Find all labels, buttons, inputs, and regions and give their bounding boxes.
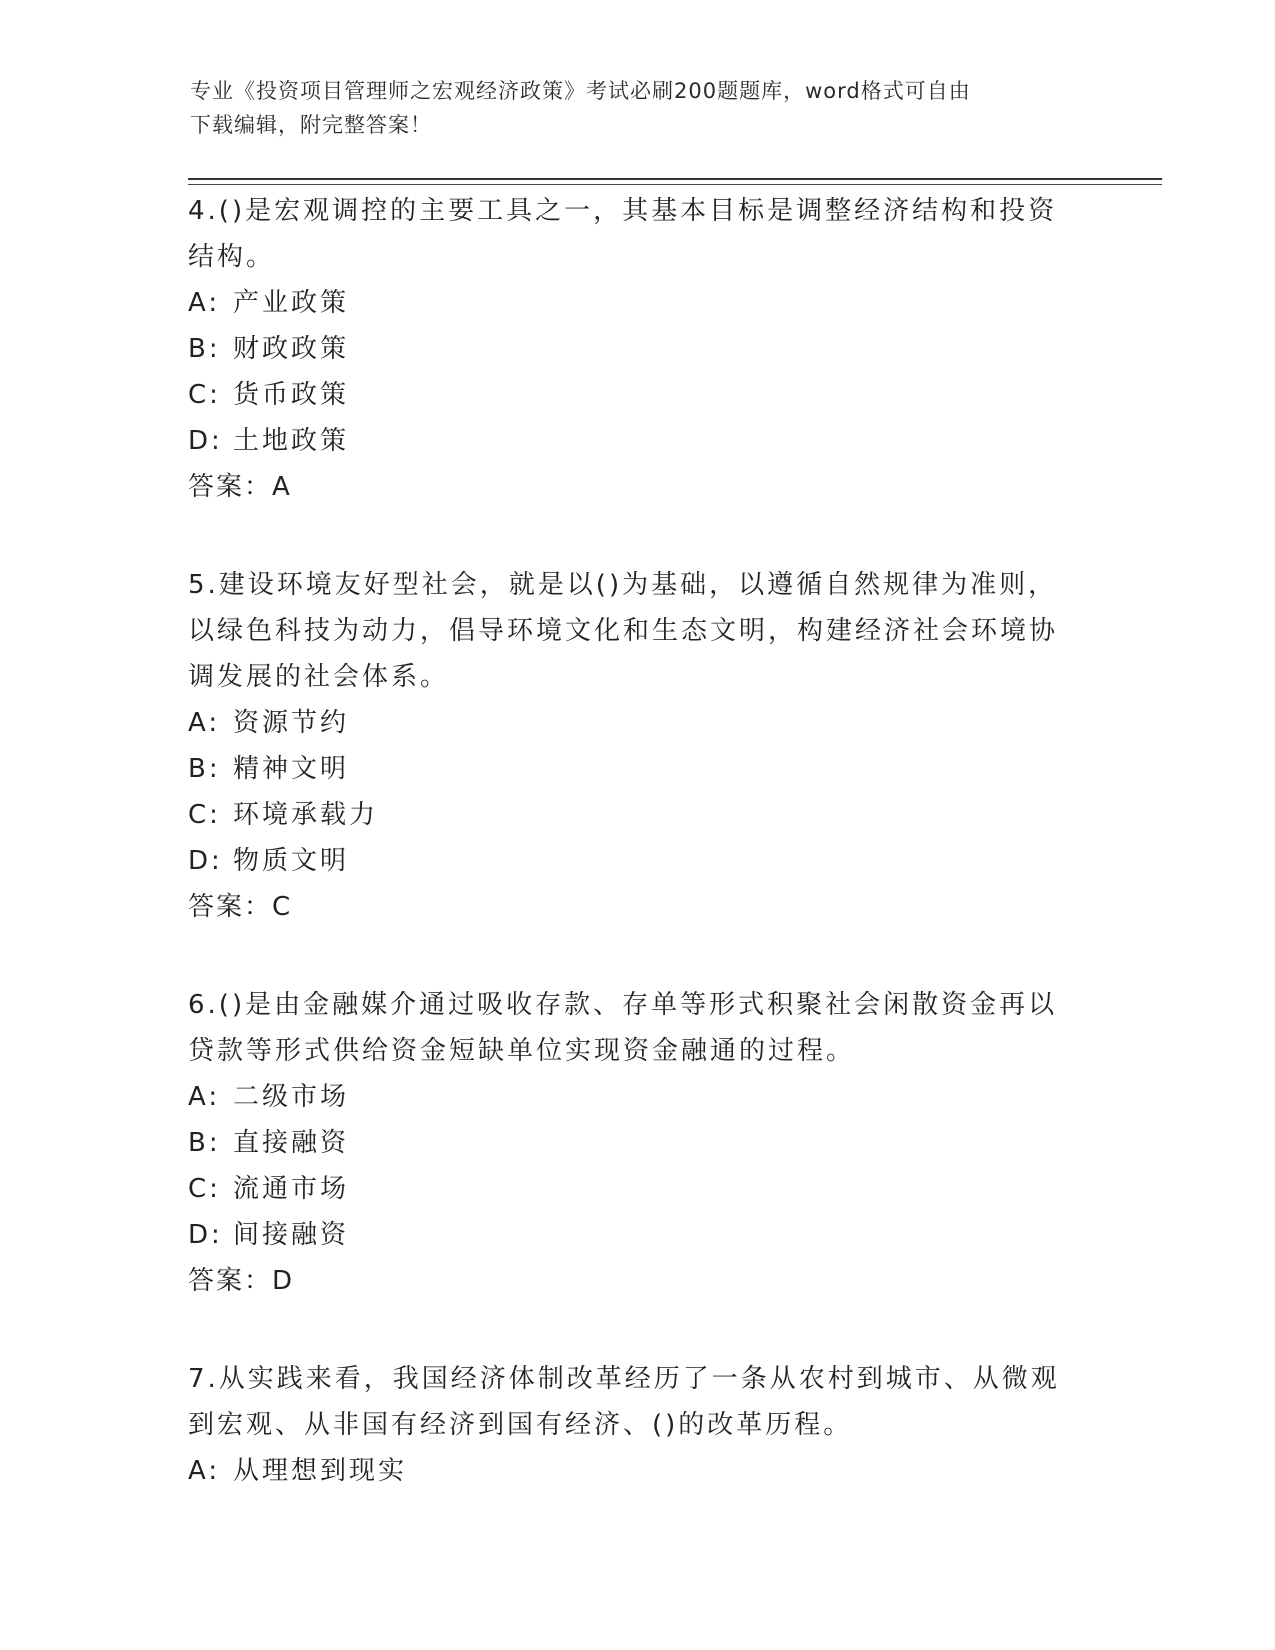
option-text: 间接融资 (233, 1220, 350, 1250)
option-d (188, 418, 1068, 464)
option-key: A: (188, 1082, 221, 1112)
question-6 (188, 982, 1068, 1304)
header-line-2: 下载编辑，附完整答案！ (190, 113, 432, 137)
option-text: 从理想到现实 (233, 1456, 408, 1486)
option-c (188, 1166, 1068, 1212)
option-a (188, 1448, 1068, 1494)
option-text: 二级市场 (233, 1082, 350, 1112)
option-text: 流通市场 (233, 1174, 350, 1204)
option-key: D: (188, 846, 223, 876)
option-d (188, 1212, 1068, 1258)
option-a (188, 1074, 1068, 1120)
option-text: 财政政策 (233, 334, 350, 364)
option-key: C: (188, 1174, 221, 1204)
question-text: 4.()是宏观调控的主要工具之一，其基本目标是调整经济结构和投资结构。 (188, 196, 1058, 272)
question-text: 6.()是由金融媒介通过吸收存款、存单等形式积聚社会闲散资金再以贷款等形式供给资金短缺单位实现资金融通的过程。 (188, 990, 1058, 1066)
option-key: A: (188, 708, 221, 738)
answer-line: 答案：C (188, 892, 293, 922)
header-line-1: 专业《投资项目管理师之宏观经济政策》考试必刷200题题库，word格式可自由 (190, 79, 971, 103)
question-5 (188, 562, 1068, 930)
option-d (188, 838, 1068, 884)
answer-line: 答案：A (188, 472, 292, 502)
option-text: 环境承载力 (233, 800, 379, 830)
option-key: B: (188, 754, 221, 784)
option-a (188, 280, 1068, 326)
option-a (188, 700, 1068, 746)
document-header (190, 74, 1090, 142)
option-b (188, 746, 1068, 792)
option-text: 精神文明 (233, 754, 350, 784)
option-text: 资源节约 (233, 708, 350, 738)
option-text: 物质文明 (233, 846, 350, 876)
option-c (188, 372, 1068, 418)
option-b (188, 326, 1068, 372)
option-c (188, 792, 1068, 838)
option-key: A: (188, 1456, 221, 1486)
option-key: D: (188, 426, 223, 456)
option-key: B: (188, 1128, 221, 1158)
question-text: 5.建设环境友好型社会，就是以()为基础，以遵循自然规律为准则，以绿色科技为动力，倡导环境文化和生态文明，构建经济社会环境协调发展的社会体系。 (188, 570, 1059, 692)
option-text: 货币政策 (233, 380, 350, 410)
option-text: 产业政策 (233, 288, 350, 318)
question-7 (188, 1356, 1068, 1494)
option-text: 直接融资 (233, 1128, 350, 1158)
option-text: 土地政策 (233, 426, 350, 456)
header-divider-thick (188, 178, 1162, 180)
option-key: B: (188, 334, 221, 364)
answer-line: 答案：D (188, 1266, 295, 1296)
option-key: C: (188, 800, 221, 830)
question-4 (188, 188, 1068, 510)
question-text: 7.从实践来看，我国经济体制改革经历了一条从农村到城市、从微观到宏观、从非国有经济到国有经济、()的改革历程。 (188, 1364, 1060, 1440)
question-list (188, 188, 1068, 1546)
header-divider-thin (188, 184, 1162, 185)
option-key: D: (188, 1220, 223, 1250)
option-key: C: (188, 380, 221, 410)
option-key: A: (188, 288, 221, 318)
option-b (188, 1120, 1068, 1166)
